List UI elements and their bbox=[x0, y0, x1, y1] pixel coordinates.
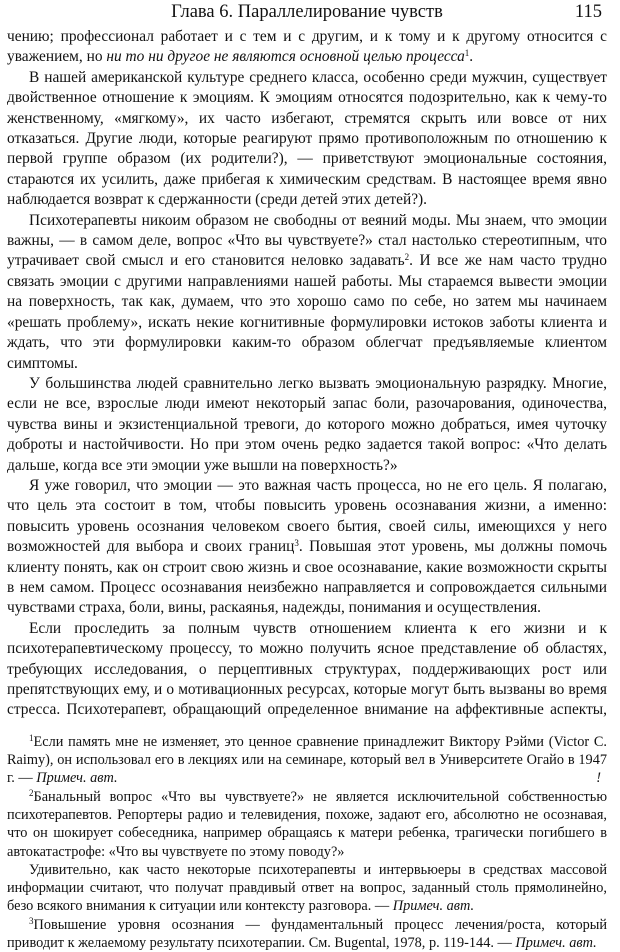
page-number: 115 bbox=[574, 2, 602, 22]
footnote-text: Банальный вопрос «Что вы чувствуете?» не является исключительной собственностью психотерапевтов. Репортеры радио и телевидения, похоже, задают его, абсолютно не осознавая, что он шокирует собеседника, например обращаясь к матери ребенка, трагически погибшего в автокатастрофе: «Что вы чувствуете по этому поводу?» bbox=[7, 788, 607, 860]
footnote-note: Примеч. авт. bbox=[392, 898, 475, 915]
footnote bbox=[7, 788, 607, 861]
margin-mark: ! bbox=[596, 770, 601, 787]
footnote-text: Удивительно, как часто некоторые психотерапевты и интервьюеры в средствах массовой информации считают, что получат правдивый ответ на вопрос, заданный столь прямолинейно, безо всякого внимания к ситуации или контексту разговора. — bbox=[7, 861, 607, 915]
paragraph-text: . Повышая этот уровень, мы должны помочь клиенту понять, как он строит свою жизнь и свое осознавание, какие возможности скрыты в нем самом. Процесс осознавания неизбежно направляется и сопровождается сильными чувствами страха, боли, вины, раскаянья, надежды, понимания и осуществления. bbox=[7, 538, 607, 617]
paragraph: В нашей американской культуре среднего класса, особенно среди мужчин, существует двойственное отношение к эмоциям. К эмоциям относятся подозрительно, как к чему-то женственному, «мягкому», их часто избегают, стремятся скрыть или вовсе от них отказаться. Другие люди, которые реагируют прямо противоположным по отношению к первой группе образом (их родители?), — приветствуют эмоциональные состояния, стараются их усилить, даже прибегая к химическим средствам. В настоящее время явно наблюдается возврат к сдержанности (среди детей этих детей?). bbox=[7, 68, 607, 209]
footnote-number: 2 bbox=[29, 787, 34, 798]
paragraph-text: Я уже говорил, что эмоции — это важная часть процесса, но не его цель. Я полагаю, что цель эта состоит в том, чтобы повысить уровень осознавания жизни, а именно: повысить уровень осознания человеком своего бытия, своей силы, имеющихся у него возможностей для выбора и своих границ bbox=[7, 476, 607, 556]
footnote-ref: 2 bbox=[404, 252, 410, 263]
footnotes bbox=[7, 733, 607, 952]
paragraph: У большинства людей сравнительно легко вызвать эмоциональную разрядку. Многие, если не все, взрослые люди имеют некоторый запас боли, разочарования, одиночества, чувства вины и экзистенциальной тревоги, до которого можно добраться, имея чуточку доброты и настойчивости. Но при этом очень редко задается такой вопрос: «Что делать дальше, когда все эти эмоции уже вышли на поверхность?» bbox=[7, 374, 607, 474]
body-text bbox=[7, 27, 607, 721]
running-head bbox=[7, 0, 607, 24]
paragraph-text: чению; профессионал работает и с тем и с другим, и к тому и к другому относится с уважением, но bbox=[7, 28, 607, 66]
paragraph: Если проследить за полным чувств отношением клиента к его жизни и к психотерапевтическому процессу, то можно получить ясное представление об областях, требующих исследования, о перцептивных структурах, поддерживающих рост или препятствующих ему, и о мотивационных ресурсах, которые могут быть вызваны во время стресса. Психотерапевт, обращающий определенное внимание на аффективные аспекты, bbox=[7, 619, 607, 719]
paragraph-text: Психотерапевты никоим образом не свободны от веяний моды. Мы знаем, что эмоции важны, — в самом деле, вопрос «Что вы чувствуете?» стал настолько стереотипным, что утрачивает свой смысл и его становится неловко задавать bbox=[7, 211, 607, 270]
footnote-number: 1 bbox=[29, 732, 34, 743]
footnote-note: Примеч. авт. bbox=[515, 935, 597, 952]
chapter-title: Глава 6. Параллелирование чувств bbox=[171, 2, 443, 22]
paragraph bbox=[7, 27, 607, 68]
paragraph bbox=[7, 211, 607, 374]
footnote bbox=[7, 916, 607, 952]
footnote-note: Примеч. авт. bbox=[36, 770, 118, 787]
paragraph bbox=[7, 476, 607, 619]
footnote bbox=[7, 861, 607, 916]
footnote bbox=[7, 733, 607, 788]
paragraph-text: . bbox=[469, 48, 474, 66]
footnote-ref: 1 bbox=[464, 48, 470, 59]
footnote-ref: 3 bbox=[294, 538, 299, 549]
footnote-text: Если память мне не изменяет, это ценное сравнение принадлежит Виктору Рэйми (Victor C. Raimy), он использовал его в лекциях или на семинаре, который вел в Университете Огайо в 1947 г. — bbox=[7, 733, 607, 787]
paragraph-emphasis: ни то ни другое не являются основной целью процесса bbox=[106, 48, 465, 66]
paragraph-text: . И все же нам часто трудно связать эмоции с другими направлениями нашей работы. Мы стараемся вывести эмоции на поверхность, так как, думаем, что это хорошо само по себе, но затем мы начинаем «решать проблему», искать некие когнитивные формулировки истоков заботы клиента и ждать, что эти формулировки каким-то образом облегчат предъявляемые клиентом симптомы. bbox=[7, 252, 607, 372]
footnote-number: 3 bbox=[29, 915, 34, 926]
footnote-text: Повышение уровня осознания — фундаментальный процесс лечения/роста, который приводит к желаемому результату психотерапии. См. Bugental, 1978, p. 119-144. — bbox=[7, 916, 607, 952]
